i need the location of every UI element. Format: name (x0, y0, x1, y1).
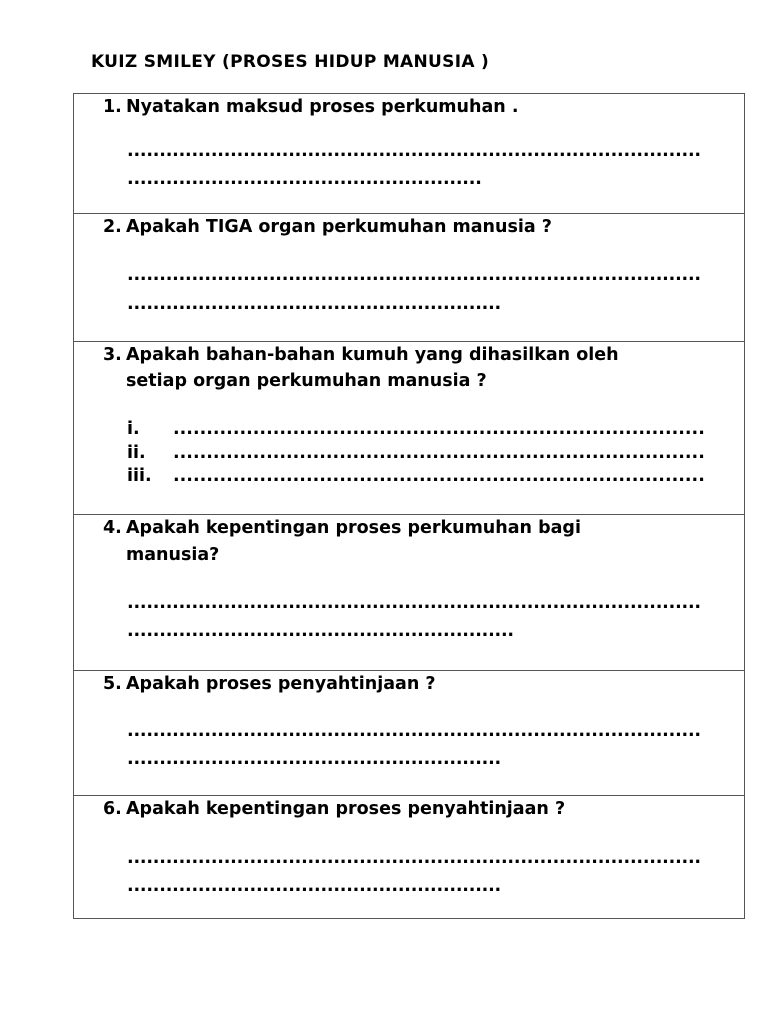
question-4-text-cont (103, 542, 219, 569)
question-4-row (74, 515, 744, 671)
page-title: KUIZ SMILEY (PROSES HIDUP MANUSIA ) (91, 52, 490, 72)
sub-item-label: ii. (127, 443, 146, 463)
answer-line-2[interactable]: .......................................................... (127, 294, 501, 314)
question-number: 5. (103, 674, 122, 694)
answer-line-2[interactable]: ....................................................... (127, 169, 482, 189)
question-1-row (74, 94, 744, 214)
sub-item-dots[interactable]: ................................................................................ (173, 466, 705, 486)
question-5-text (103, 671, 436, 698)
sub-item-label: iii. (127, 466, 152, 486)
question-line: Apakah TIGA organ perkumuhan manusia ? (126, 217, 552, 237)
question-line: setiap organ perkumuhan manusia ? (126, 371, 487, 391)
answer-line-1[interactable]: ......................................................................................... (127, 593, 701, 613)
question-line: Nyatakan maksud proses perkumuhan . (126, 97, 519, 117)
quiz-table (73, 93, 745, 919)
question-line: manusia? (126, 545, 220, 565)
answer-line-1[interactable]: ......................................................................................... (127, 141, 701, 161)
answer-line-2[interactable]: .......................................................... (127, 749, 501, 769)
answer-line-1[interactable]: ......................................................................................... (127, 848, 701, 868)
question-3-text-cont (103, 368, 487, 395)
question-2-row (74, 214, 744, 342)
sub-item-ii[interactable] (127, 441, 705, 465)
question-line: Apakah bahan-bahan kumuh yang dihasilkan oleh (126, 345, 619, 365)
sub-item-dots[interactable]: ................................................................................ (173, 419, 705, 439)
answer-line-1[interactable]: ......................................................................................... (127, 265, 701, 285)
sub-item-label: i. (127, 419, 140, 439)
question-number: 3. (103, 345, 122, 365)
answer-line-2[interactable]: ............................................................ (127, 621, 514, 641)
question-1-text (103, 94, 518, 121)
sub-item-i[interactable] (127, 417, 705, 441)
question-5-row (74, 671, 744, 796)
question-6-row (74, 796, 744, 918)
question-2-text (103, 214, 552, 241)
answer-line-2[interactable]: .......................................................... (127, 876, 501, 896)
question-3-row (74, 342, 744, 515)
answer-line-1[interactable]: ......................................................................................... (127, 721, 701, 741)
question-3-text (103, 342, 619, 369)
question-number: 6. (103, 799, 122, 819)
question-number: 4. (103, 518, 122, 538)
question-line: Apakah kepentingan proses perkumuhan bagi (126, 518, 581, 538)
question-4-text (103, 515, 581, 542)
question-number: 1. (103, 97, 122, 117)
question-number: 2. (103, 217, 122, 237)
question-6-text (103, 796, 565, 823)
question-line: Apakah kepentingan proses penyahtinjaan ? (126, 799, 566, 819)
question-line: Apakah proses penyahtinjaan ? (126, 674, 436, 694)
sub-item-dots[interactable]: ................................................................................ (173, 443, 705, 463)
sub-item-iii[interactable] (127, 464, 705, 488)
